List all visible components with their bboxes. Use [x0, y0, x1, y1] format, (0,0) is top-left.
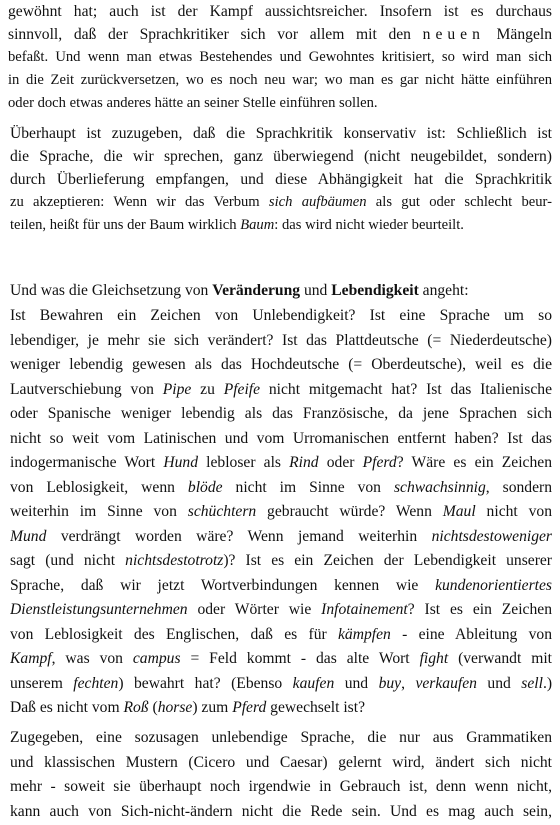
italic-term: schüchtern: [187, 503, 257, 520]
italic-term: verkaufen: [415, 674, 477, 692]
bold-term: Lebendigkeit: [331, 282, 419, 299]
text-run: = Feld kommt - das alte Wort: [180, 650, 420, 667]
italic-term: Roß: [123, 699, 149, 716]
text-run: nicht von: [475, 503, 552, 520]
text-run: : das wird nicht wieder beurteilt.: [274, 217, 464, 233]
text-run: indogermanische Wort: [10, 454, 164, 471]
italic-term: Maul: [442, 503, 476, 520]
italic-term: Pferd: [232, 699, 267, 716]
text-run: nicht so weit vom Latinischen und vom Urromanischen entfernt haben? Ist das: [10, 429, 552, 447]
italic-term: Rind: [289, 454, 319, 471]
text-run: und: [300, 282, 332, 299]
italic-term: kaufen: [292, 674, 335, 692]
text-line: [10, 329, 552, 354]
spaced-emphasis: neuen: [422, 26, 485, 43]
text-run: als gut oder schlecht beur-: [366, 194, 552, 210]
text-line: [10, 451, 552, 476]
text-line: [8, 23, 552, 46]
text-run: ,: [401, 674, 416, 692]
italic-term: kämpfen: [337, 625, 391, 643]
text-run: gebraucht würde? Wenn: [256, 503, 443, 520]
text-run: Und was die Gleichsetzung von: [10, 282, 213, 299]
text-line: [10, 598, 552, 623]
text-run: und: [476, 674, 522, 692]
paragraph-3-heading: [10, 279, 552, 304]
text-line: [10, 574, 552, 599]
text-run: weniger lebendig gewesen als das Hochdeutsche (= Oberdeutsche), weil es die: [10, 356, 552, 373]
paragraph-2: [10, 122, 552, 237]
text-run: gewöhnt hat; auch ist der Kampf aussichtsreicher. Insofern ist es durchaus: [8, 3, 552, 20]
italic-term: fechten: [73, 674, 119, 692]
italic-term: sich aufbäumen: [268, 194, 367, 210]
text-run: lebendiger, je mehr sie sich verändert? Ist das Plattdeutsche (= Niederdeutsche): [10, 331, 552, 349]
text-run: , sondern: [485, 478, 552, 496]
text-line: [10, 525, 552, 550]
italic-term: blöde: [187, 478, 223, 496]
text-line: [10, 672, 552, 697]
text-line: [10, 378, 552, 403]
text-run: sagt (und nicht: [10, 552, 126, 569]
text-run: nicht mitgemacht hat? Ist das Italienische: [260, 380, 552, 398]
text-line: [10, 145, 552, 168]
text-run: angeht:: [418, 282, 469, 299]
italic-term: Pfeife: [223, 380, 261, 398]
text-run: verdrängt worden wäre? Wenn jemand weiterhin: [46, 527, 432, 545]
text-line: [10, 751, 552, 776]
text-line: [10, 427, 552, 452]
text-line: [10, 500, 552, 525]
text-run: Zugegeben, eine sozusagen unlebendige Sprache, die nur aus Grammatiken: [10, 729, 552, 746]
text-line: [8, 92, 552, 115]
text-line: [10, 168, 552, 191]
text-run: Überhaupt ist zuzugeben, daß die Sprachkritik konservativ ist: Schließlich ist: [10, 125, 552, 142]
text-line: [10, 402, 552, 427]
italic-term: kundenorientiertes: [435, 576, 552, 594]
text-run: )? Ist es ein Zeichen der Lebendigkeit unserer: [223, 552, 552, 569]
text-line: [10, 775, 552, 800]
italic-term: Infotainement: [321, 601, 408, 618]
text-line: [10, 476, 552, 501]
italic-term: Kampf: [10, 650, 52, 667]
text-run: (verwandt mit: [448, 650, 552, 667]
text-run: lebloser als: [198, 454, 290, 471]
text-run: weiterhin im Sinne von: [10, 503, 188, 520]
text-line: [8, 69, 552, 92]
italic-term: Baum: [240, 217, 275, 233]
text-run: ? Ist es ein Zeichen: [407, 601, 552, 618]
text-run: in die Zeit zurückversetzen, wo es noch neu war; wo man es gar nicht hätte einführen: [8, 72, 552, 88]
bold-term: Veränderung: [212, 282, 301, 299]
text-run: .): [542, 674, 552, 692]
italic-term: fight: [419, 650, 449, 667]
italic-term: Dienstleistungsunternehmen: [10, 601, 188, 618]
text-run: gewechselt ist?: [266, 699, 365, 716]
text-run: oder Spanische weniger lebendig als das Französische, da jene Sprachen sich: [10, 405, 552, 422]
text-run: - eine Ableitung von: [390, 625, 552, 643]
text-run: Mängeln: [484, 26, 552, 43]
text-line: [8, 46, 552, 69]
text-line: [8, 0, 552, 23]
text-run: , was von: [51, 650, 133, 667]
italic-term: Pipe: [162, 380, 192, 398]
paragraph-5: [10, 726, 552, 824]
text-run: oder Wörter wie: [187, 601, 322, 618]
text-run: oder doch etwas anderes hätte an seiner Stelle einführen sollen.: [8, 95, 378, 111]
italic-term: Hund: [163, 454, 198, 471]
italic-term: Pferd: [362, 454, 397, 471]
text-line: [10, 726, 552, 751]
paragraph-4: [10, 304, 552, 721]
italic-term: horse: [157, 699, 193, 716]
italic-term: campus: [132, 650, 181, 667]
text-run: Daß es nicht vom: [10, 699, 124, 716]
text-run: zu akzeptieren: Wenn wir das Verbum: [10, 194, 269, 210]
text-run: unserem: [10, 674, 74, 692]
text-run: von Leblosigkeit des Englischen, daß es für: [10, 625, 338, 643]
italic-term: sell: [521, 674, 543, 692]
text-run: teilen, heißt für uns der Baum wirklich: [10, 217, 241, 233]
text-line: [10, 353, 552, 378]
text-run: und klassischen Mustern (Cicero und Caesar) gelernt wird, ändert sich nicht: [10, 753, 552, 771]
text-line: [10, 279, 552, 304]
text-run: oder: [318, 454, 363, 471]
text-run: Sprache, daß wir jetzt Wortverbindungen kennen wie: [10, 576, 436, 594]
text-line: [10, 304, 552, 329]
text-run: Ist Bewahren ein Zeichen von Unlebendigkeit? Ist eine Sprache um so: [10, 307, 552, 324]
text-run: und: [334, 674, 379, 692]
text-line: [10, 122, 552, 145]
italic-term: Mund: [10, 527, 47, 545]
text-run: von Leblosigkeit, wenn: [10, 478, 188, 496]
text-run: nicht im Sinne von: [222, 478, 394, 496]
text-run: durch Überlieferung empfangen, und diese Abhängigkeit hat die Sprachkritik: [10, 171, 552, 188]
italic-term: buy: [378, 674, 402, 692]
text-run: Lautverschiebung von: [10, 380, 163, 398]
text-run: ? Wäre es ein Zeichen: [396, 454, 552, 471]
text-run: die Sprache, die wir sprechen, ganz überwiegend (nicht neugebildet, sondern): [10, 148, 552, 165]
text-run: befaßt. Und wenn man etwas Bestehendes und Gewohntes kritisiert, so wird man sich: [8, 49, 552, 65]
text-run: mehr - soweit sie überhaupt noch irgendwie in Gebrauch ist, denn wenn nicht,: [10, 778, 552, 795]
text-run: kann auch von Sich-nicht-ändern nicht die Rede sein. Und es mag auch sein,: [10, 802, 552, 820]
italic-term: schwachsinnig: [393, 478, 486, 496]
text-run: zu: [191, 380, 224, 398]
text-line: [10, 214, 552, 237]
italic-term: nichtsdestoweniger: [431, 527, 552, 545]
text-line: [10, 549, 552, 574]
text-line: [10, 696, 552, 721]
text-line: [10, 647, 552, 672]
text-run: ) bewahrt hat? (Ebenso: [118, 674, 293, 692]
text-run: ) zum: [192, 699, 233, 716]
text-line: [10, 623, 552, 648]
italic-term: nichtsdestotrotz: [125, 552, 224, 569]
text-line: [10, 191, 552, 214]
text-run: (: [148, 699, 158, 716]
text-line: [10, 800, 552, 825]
paragraph-1: [8, 0, 552, 115]
text-run: sinnvoll, daß der Sprachkritiker sich vor allem mit den: [8, 26, 423, 43]
